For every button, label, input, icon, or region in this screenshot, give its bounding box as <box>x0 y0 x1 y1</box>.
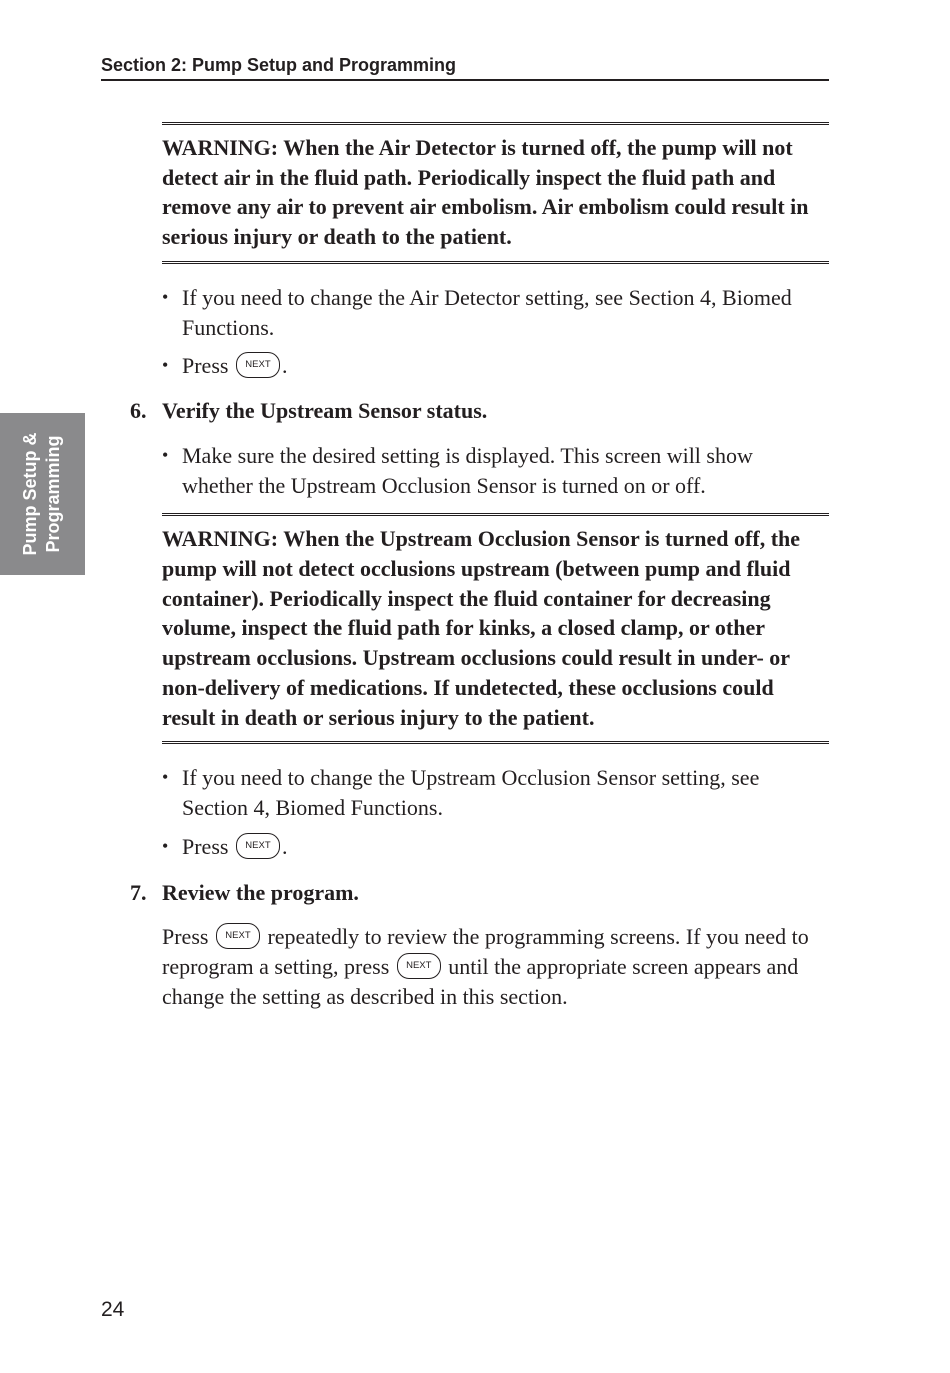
bullet-list-step6 <box>162 441 829 500</box>
review-text-3: until the appropriate screen appears and change the setting as described in this section. <box>162 954 799 1010</box>
bullet-press-next: • Press NEXT . <box>162 832 829 862</box>
side-tab-label <box>19 413 65 575</box>
bullet-press-next: • Press NEXT . <box>162 351 829 381</box>
step-number: 7. <box>130 879 147 905</box>
warning-air-detector: WARNING: When the Air Detector is turned off, the pump will not detect air in the fluid path. Periodically inspect the fluid path and remove any air to prevent air embolism. Air embolism could result in serious injury or death to the patient. <box>162 122 829 264</box>
page-number: 24 <box>101 1298 125 1321</box>
page-content <box>130 122 829 1012</box>
side-tab-line-1: Pump Setup & <box>20 432 40 556</box>
warning-upstream-sensor: WARNING: When the Upstream Occlusion Sensor is turned off, the pump will not detect occlusions upstream (between pump and fluid container). Periodically inspect the fluid container for decreasing volume, inspect the fluid path for kinks, a closed clamp, or other upstream occlusions. Upstream occlusions could result in under- or non-delivery of medications. If undetected, these occlusions could result in death or serious injury to the patient. <box>162 513 829 744</box>
bullet-list-air <box>162 283 829 381</box>
step-7 <box>130 878 829 908</box>
bullet-upstream-sensor-setting: • If you need to change the Upstream Occlusion Sensor setting, see Section 4, Biomed Functions. <box>162 763 829 822</box>
bullet-air-detector-setting: • If you need to change the Air Detector setting, see Section 4, Biomed Functions. <box>162 283 829 342</box>
review-paragraph <box>162 922 829 1012</box>
review-text-2: repeatedly to review the programming screens. If you need to reprogram a setting, press <box>162 924 809 980</box>
running-header: Section 2: Pump Setup and Programming <box>101 53 829 81</box>
press-text: Press <box>182 353 229 379</box>
next-key-icon: NEXT <box>236 352 280 378</box>
next-key-icon: NEXT <box>236 833 280 859</box>
side-tab-line-2: Programming <box>43 435 63 553</box>
step-number: 6. <box>130 398 147 424</box>
press-text: Press <box>182 833 229 859</box>
section-side-tab <box>0 413 85 575</box>
step-6 <box>130 396 829 426</box>
bullet-list-upstream <box>162 763 829 861</box>
next-key-icon: NEXT <box>216 923 260 949</box>
bullet-make-sure-setting: • Make sure the desired setting is displayed. This screen will show whether the Upstream Occlusion Sensor is turned on or off. <box>162 441 829 500</box>
step-title: Review the program. <box>162 879 359 905</box>
next-key-icon: NEXT <box>397 953 441 979</box>
review-text-1: Press <box>162 924 209 950</box>
step-title: Verify the Upstream Sensor status. <box>162 398 488 424</box>
